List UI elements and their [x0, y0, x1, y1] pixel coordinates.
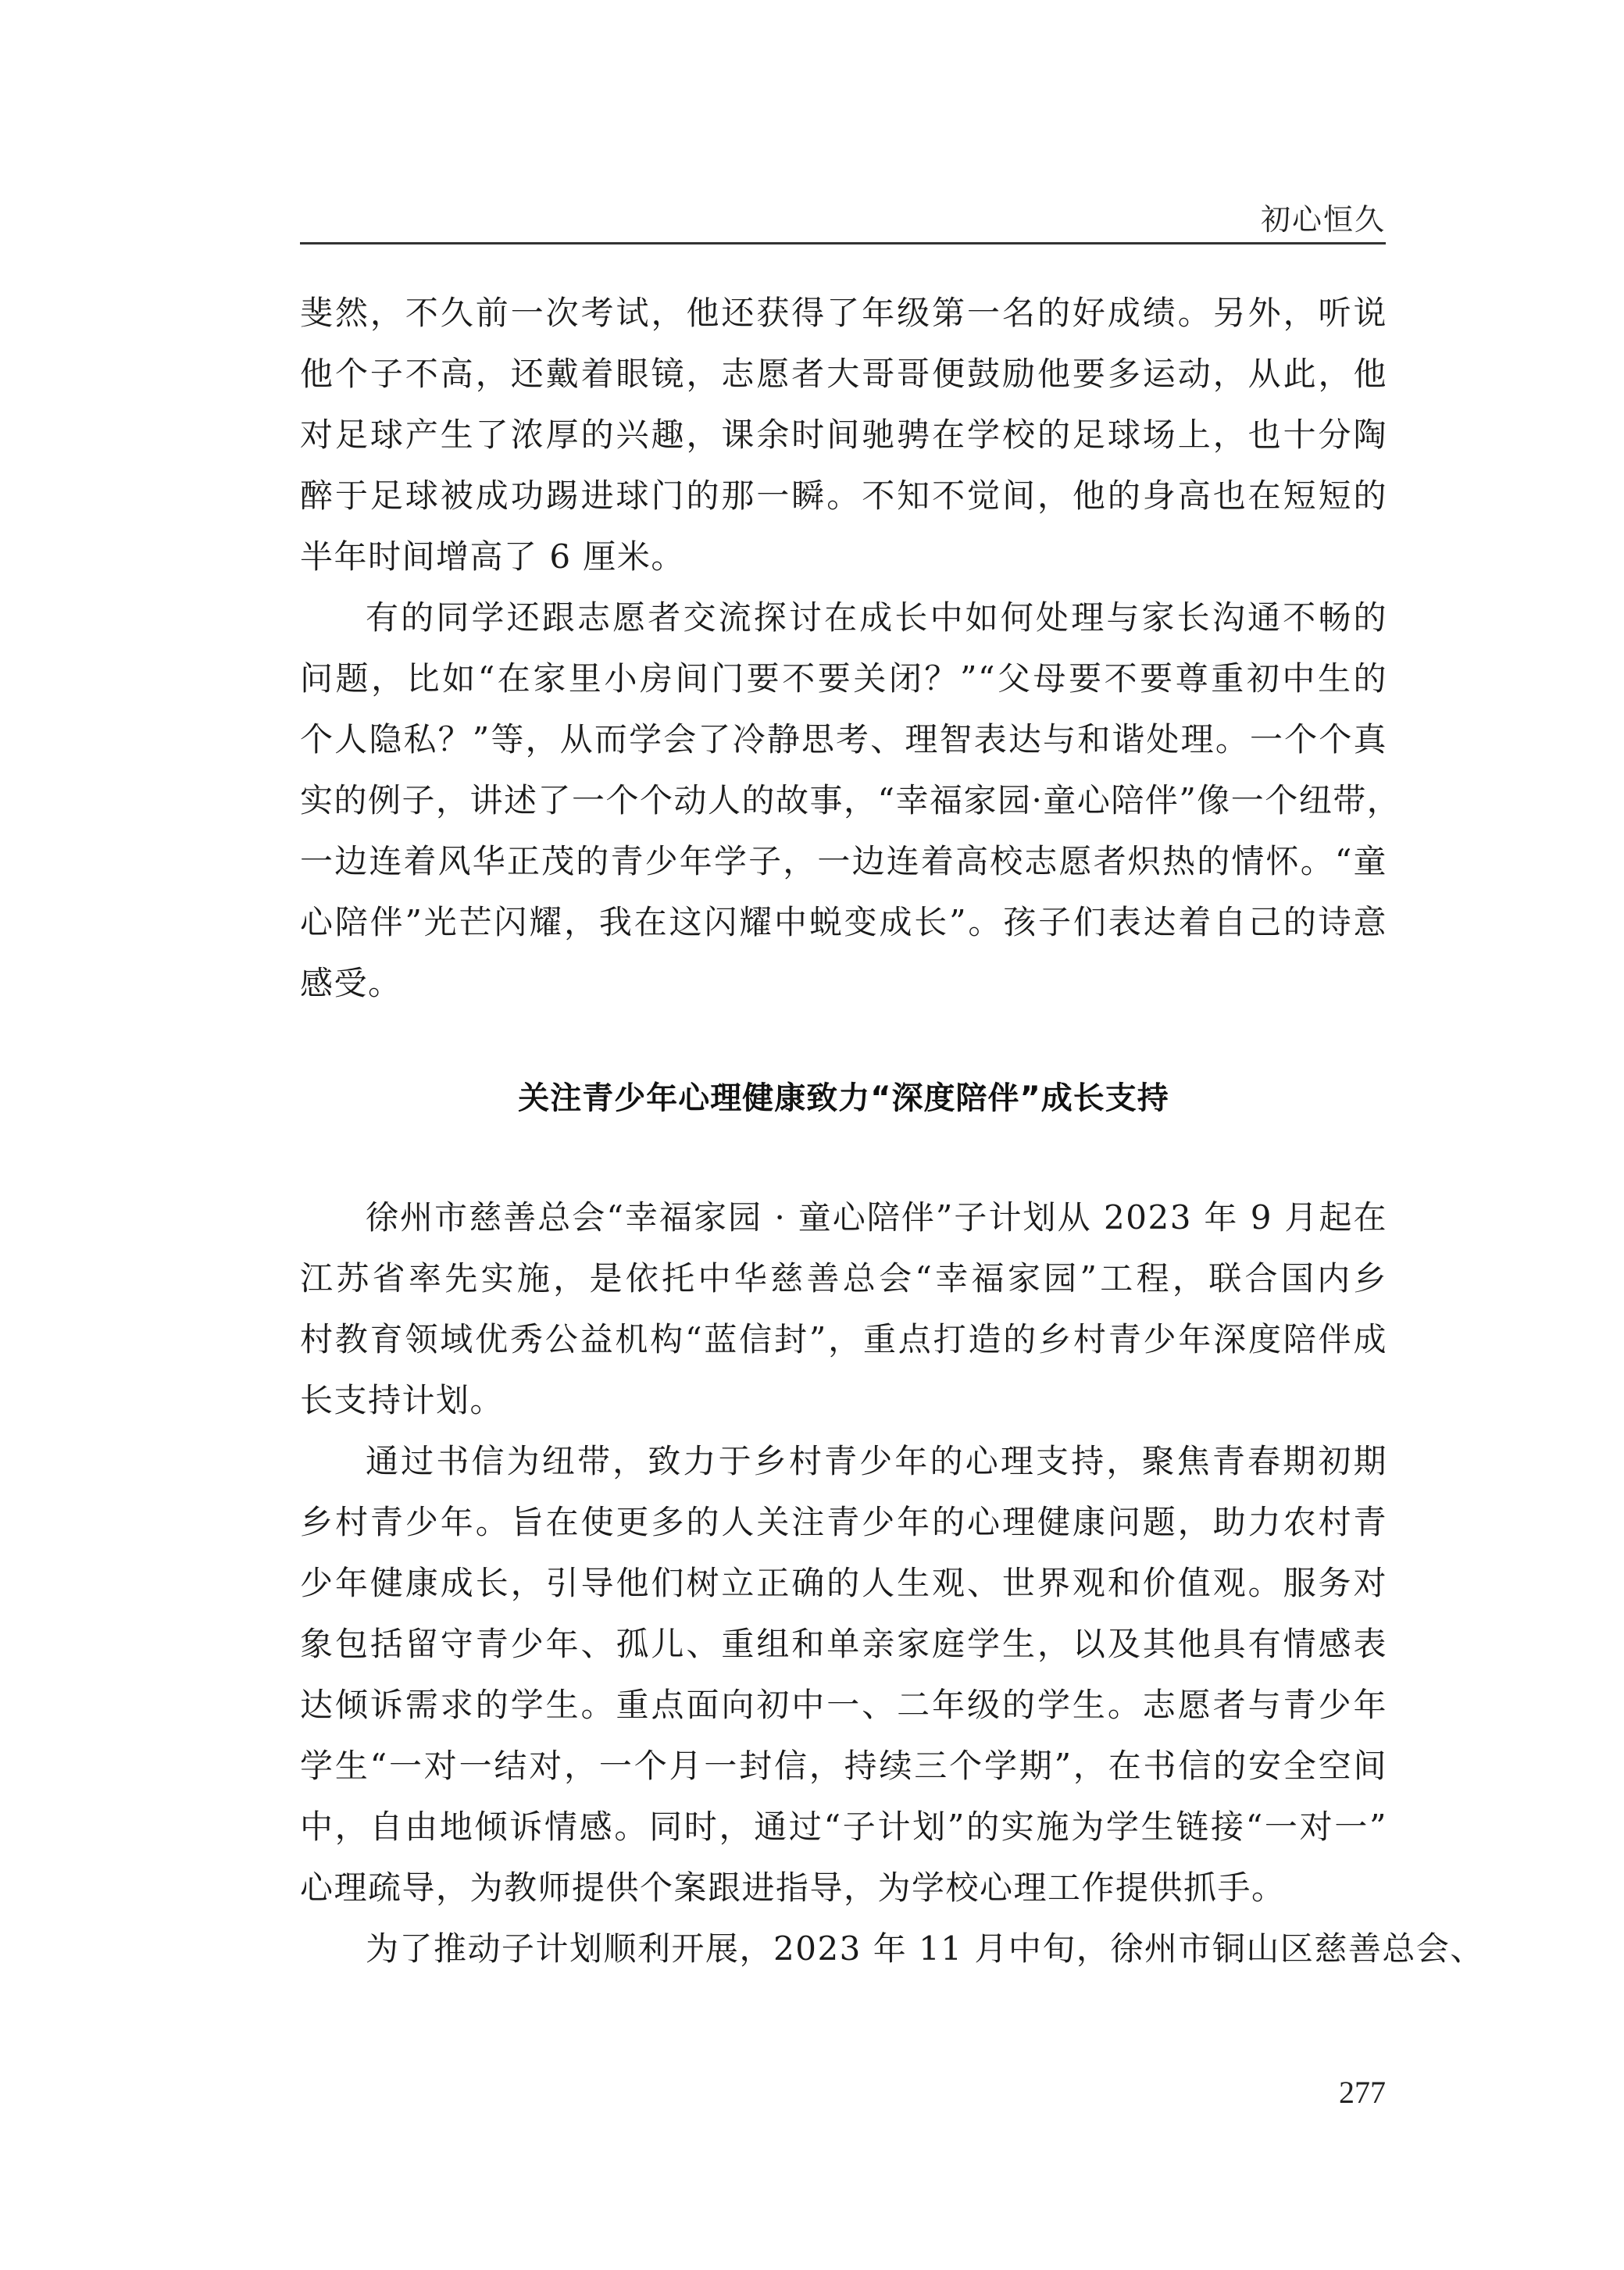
paragraph-5	[300, 1918, 1484, 1979]
text-line: 象包括留守青少年、孤儿、重组和单亲家庭学生，以及其他具有情感表	[300, 1625, 1387, 1663]
text-line: 通过书信为纽带，致力于乡村青少年的心理支持，聚焦青春期初期	[366, 1442, 1387, 1480]
paragraph-2	[300, 587, 1401, 1014]
section-heading: 关注青少年心理健康致力“深度陪伴”成长支持	[518, 1080, 1169, 1116]
text-line: 达倾诉需求的学生。重点面向初中一、二年级的学生。志愿者与青少年	[300, 1686, 1387, 1724]
text-line: 心理疏导，为教师提供个案跟进指导，为学校心理工作提供抓手。	[300, 1868, 1286, 1907]
text-line: 少年健康成长，引导他们树立正确的人生观、世界观和价值观。服务对	[300, 1564, 1387, 1602]
text-line: 江苏省率先实施，是依托中华慈善总会“幸福家园”工程，联合国内乡	[300, 1259, 1387, 1297]
text-line: 有的同学还跟志愿者交流探讨在成长中如何处理与家长沟通不畅的	[366, 598, 1387, 637]
paragraph-4	[300, 1431, 1387, 1918]
text-line: 长支持计划。	[300, 1381, 505, 1419]
text-line: 一边连着风华正茂的青少年学子，一边连着高校志愿者炽热的情怀。“童	[300, 842, 1387, 880]
text-line: 感受。	[300, 964, 402, 1002]
text-line: 对足球产生了浓厚的兴趣，课余时间驰骋在学校的足球场上，也十分陶	[300, 416, 1387, 454]
running-head	[300, 194, 1386, 244]
text-block-top	[300, 283, 1401, 1014]
text-line: 乡村青少年。旨在使更多的人关注青少年的心理健康问题，助力农村青	[300, 1503, 1387, 1541]
paragraph-1	[300, 283, 1387, 587]
text-line: 斐然，不久前一次考试，他还获得了年级第一名的好成绩。另外，听说	[300, 294, 1387, 332]
paragraph-3	[300, 1187, 1387, 1431]
text-line: 徐州市慈善总会“幸福家园 · 童心陪伴”子计划从 2023 年 9 月起在	[366, 1198, 1387, 1237]
text-line: 中，自由地倾诉情感。同时，通过“子计划”的实施为学生链接“一对一”	[300, 1808, 1387, 1846]
text-line: 个人隐私？”等，从而学会了冷静思考、理智表达与和谐处理。一个个真	[300, 720, 1387, 758]
text-line: 学生“一对一结对，一个月一封信，持续三个学期”，在书信的安全空间	[300, 1747, 1387, 1785]
text-line: 半年时间增高了 6 厘米。	[300, 537, 685, 576]
text-line: 醉于足球被成功踢进球门的那一瞬。不知不觉间，他的身高也在短短的	[300, 476, 1387, 515]
text-line: 为了推动子计划顺利开展，2023 年 11 月中旬，徐州市铜山区慈善总会、	[366, 1929, 1484, 1968]
text-block-bottom	[300, 1187, 1484, 1979]
text-line: 村教育领域优秀公益机构“蓝信封”，重点打造的乡村青少年深度陪伴成	[300, 1320, 1387, 1358]
text-line: 心陪伴”光芒闪耀，我在这闪耀中蜕变成长”。孩子们表达着自己的诗意	[300, 903, 1387, 941]
running-head-title: 初心恒久	[1260, 202, 1386, 237]
page-number: 277	[1339, 2075, 1386, 2110]
text-line: 实的例子，讲述了一个个动人的故事，“幸福家园·童心陪伴”像一个纽带，	[300, 781, 1401, 819]
text-line: 他个子不高，还戴着眼镜，志愿者大哥哥便鼓励他要多运动，从此，他	[300, 355, 1387, 393]
text-line: 问题，比如“在家里小房间门要不要关闭？”“父母要不要尊重初中生的	[300, 659, 1387, 698]
